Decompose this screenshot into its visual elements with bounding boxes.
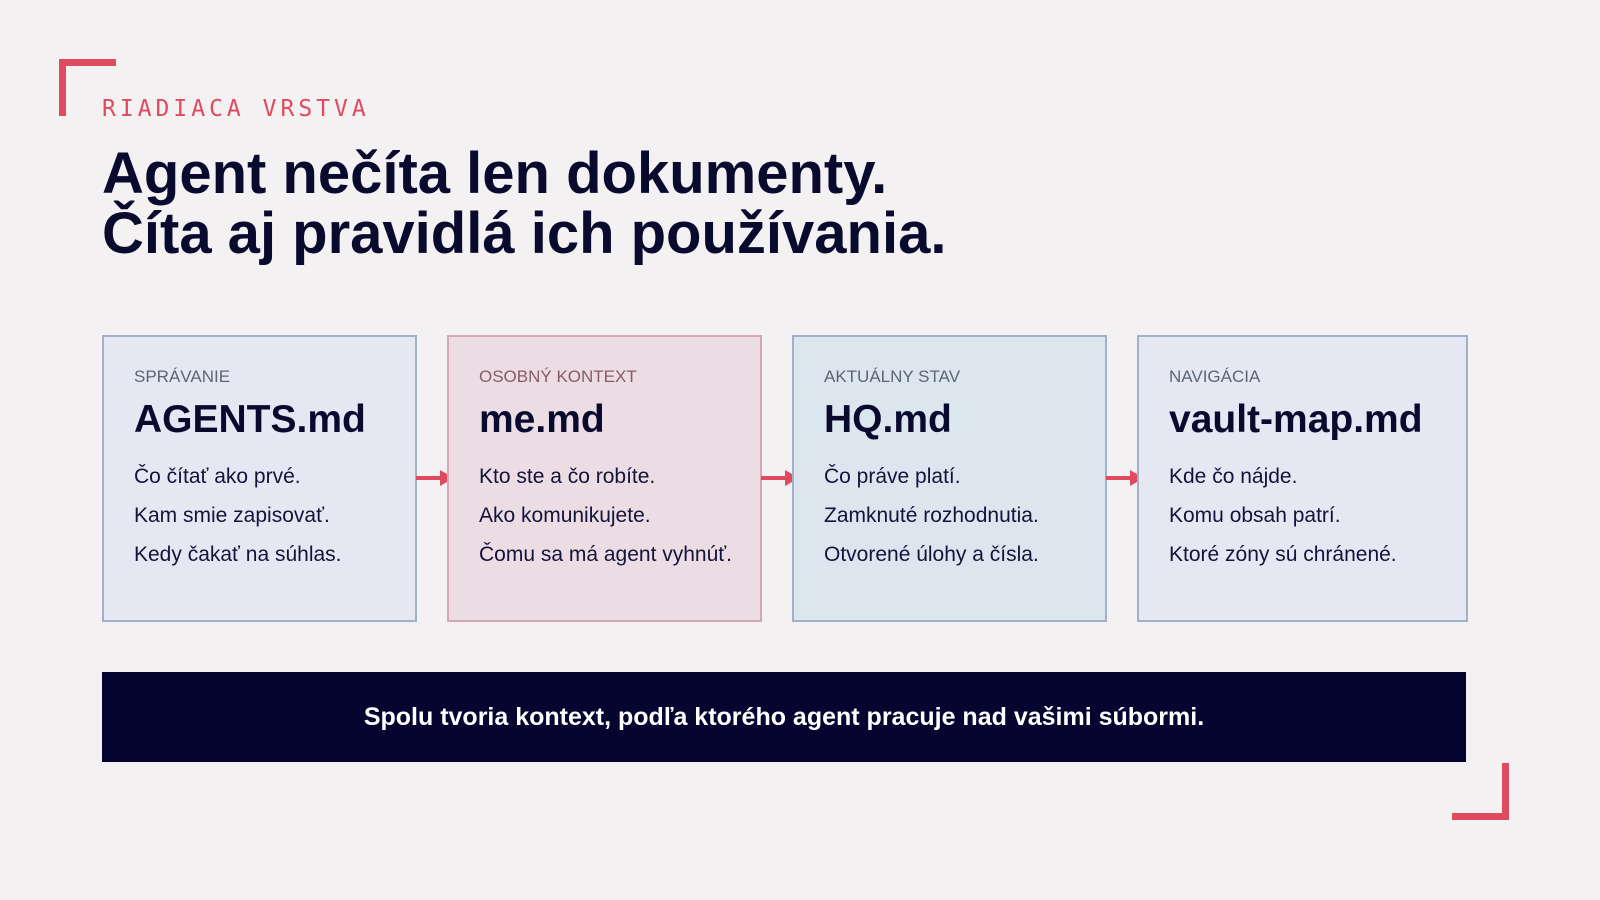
card-file-name: me.md [479, 398, 605, 441]
list-item: Otvorené úlohy a čísla. [824, 543, 1039, 566]
corner-bracket-bottom-right [1452, 763, 1509, 820]
list-item: Čo čítať ako prvé. [134, 465, 301, 488]
eyebrow-label: RIADIACA VRSTVA [102, 96, 370, 122]
card-category: OSOBNÝ KONTEXT [479, 367, 637, 386]
card-file-name: HQ.md [824, 398, 952, 441]
card-description-list [134, 457, 385, 574]
list-item: Kam smie zapisovať. [134, 504, 330, 527]
page-title-line-2: Číta aj pravidlá ich používania. [102, 201, 947, 266]
page-title-line-1: Agent nečíta len dokumenty. [102, 141, 888, 206]
card-category: NAVIGÁCIA [1169, 367, 1261, 386]
card-file-name: AGENTS.md [134, 398, 366, 441]
summary-banner-text: Spolu tvoria kontext, podľa ktorého agent pracuje nad vašimi súbormi. [363, 702, 1205, 731]
list-item: Zamknuté rozhodnutia. [824, 504, 1039, 527]
card-category: SPRÁVANIE [134, 367, 231, 386]
list-item: Kedy čakať na súhlas. [134, 543, 342, 566]
card-description-list [479, 457, 733, 574]
card-vault-map-md [1137, 335, 1468, 622]
card-agents-md [102, 335, 417, 622]
list-item: Čomu sa má agent vyhnúť. [479, 543, 733, 566]
list-item: Komu obsah patrí. [1169, 504, 1341, 527]
card-category: AKTUÁLNY STAV [824, 367, 961, 386]
list-item: Kto ste a čo robíte. [479, 465, 656, 488]
page-title [102, 141, 947, 266]
card-file-name: vault-map.md [1169, 398, 1423, 441]
card-me-md [447, 335, 762, 622]
list-item: Ktoré zóny sú chránené. [1169, 543, 1397, 566]
file-flow-diagram [102, 335, 1468, 622]
list-item: Ako komunikujete. [479, 504, 651, 527]
list-item: Kde čo nájde. [1169, 465, 1298, 488]
card-hq-md [792, 335, 1107, 622]
list-item: Čo práve platí. [824, 465, 961, 488]
summary-banner [102, 672, 1466, 762]
card-description-list [1169, 457, 1436, 574]
card-description-list [824, 457, 1075, 574]
